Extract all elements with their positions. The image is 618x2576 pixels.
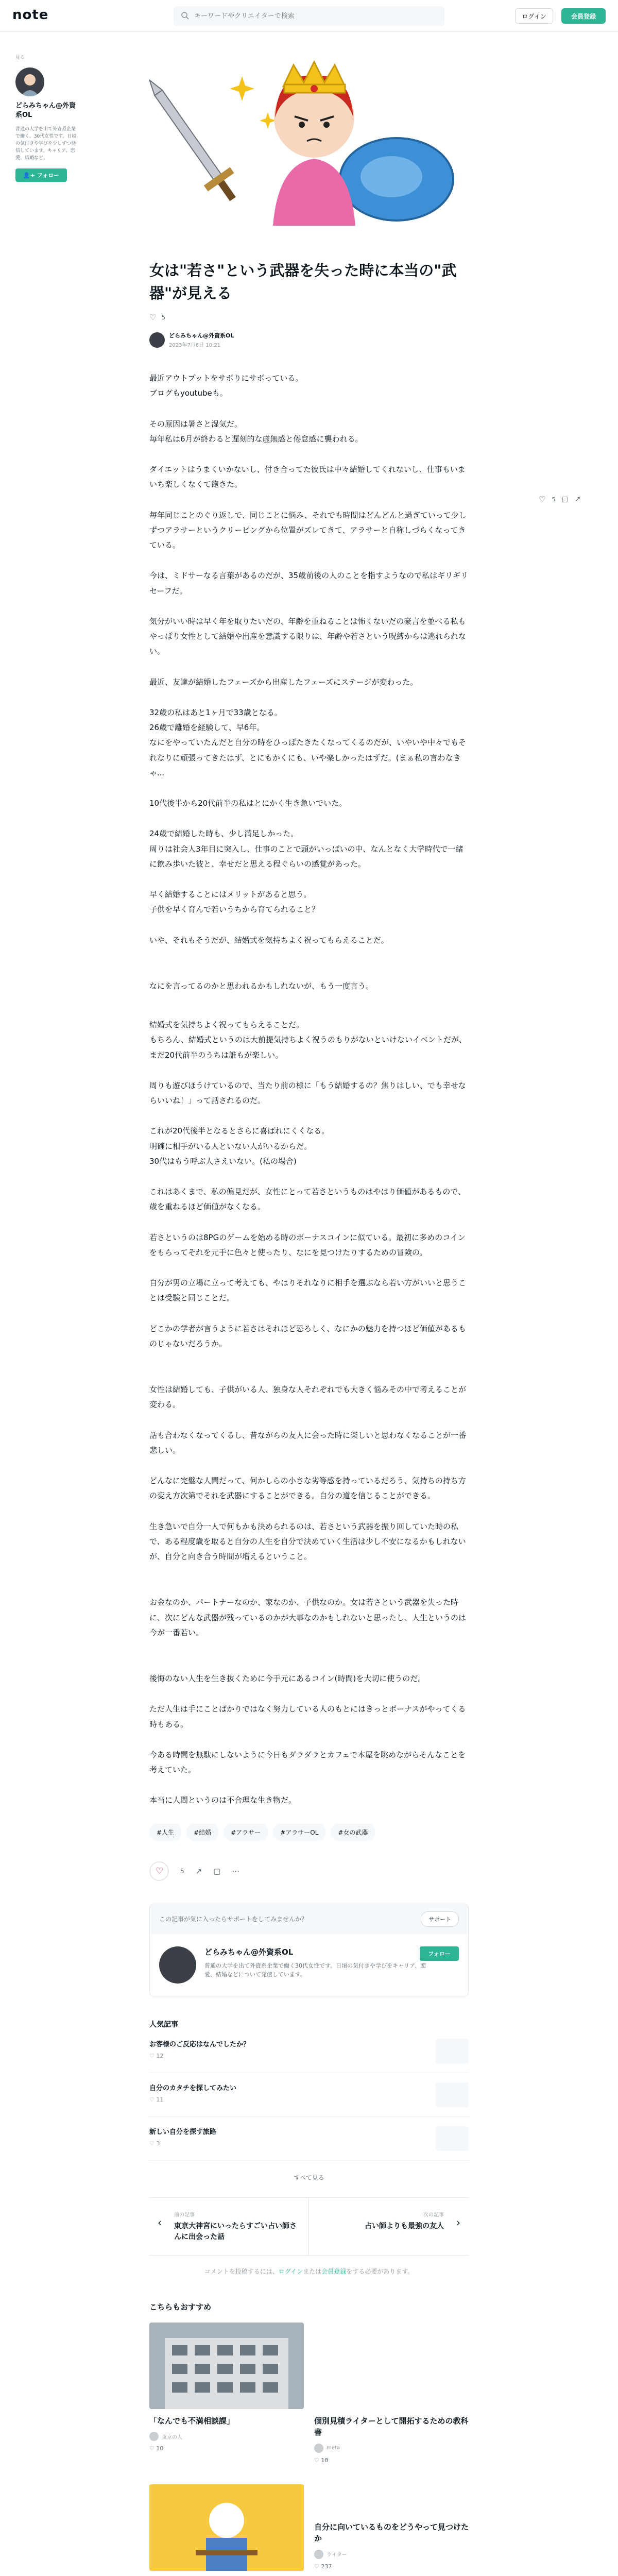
- like-count: 5: [552, 496, 556, 503]
- recommend-card[interactable]: [149, 2323, 304, 2464]
- prev-label: 前の記事: [174, 2212, 195, 2218]
- paragraph: 自分が男の立場に立って考えても、やはりそれなりに相手を選ぶなら若い方がいいと思うことは受験と同じことだ。: [149, 1278, 467, 1303]
- card-author: 東京の人: [162, 2434, 182, 2441]
- popular-item-title: 自分のカタチを探してみたい: [149, 2084, 237, 2092]
- tag[interactable]: #女の武器: [331, 1824, 375, 1841]
- prev-article-link[interactable]: [149, 2198, 309, 2255]
- tag[interactable]: #結婚: [186, 1824, 218, 1841]
- card-image: [314, 2323, 469, 2409]
- paragraph: 気分がいい時は早く年を取りたいだの、年齢を重ねることは怖くないだの豪言を並べる私もやっぱり女性として結婚や出産を意識する限りは、年齢や若さという呪縛からは逃れられない。: [149, 616, 467, 656]
- next-title: 占い師よりも最強の友人: [365, 2222, 444, 2230]
- card-image: [314, 2484, 469, 2515]
- paragraph: 今は、ミドサーなる言葉があるのだが、35歳前後の人のことを指すようなので私はギリギリセーフだ。: [149, 571, 469, 596]
- popular-thumbnail: [436, 2082, 469, 2107]
- card-likes: ♡ 18: [314, 2456, 329, 2464]
- support-header: [150, 1904, 468, 1934]
- paragraph: いや、それもそうだが、結婚式を気持ちよく祝ってもらえることだ。: [149, 935, 389, 945]
- tag[interactable]: #アラサーOL: [273, 1824, 325, 1841]
- popular-thumbnail: [436, 2039, 469, 2063]
- paragraph: 10代後半から20代前半の私はとにかく生き急いでいた。: [149, 799, 347, 808]
- user-plus-icon: 👤+: [23, 172, 37, 179]
- tag[interactable]: #アラサー: [224, 1824, 268, 1841]
- creator-card: [150, 1934, 468, 1996]
- site-header: [0, 0, 618, 32]
- heart-icon[interactable]: ♡: [149, 313, 157, 322]
- popular-item-likes: ♡ 12: [149, 2052, 164, 2059]
- popular-item-title: お客様のご反応はなんでしたか？: [149, 2040, 250, 2048]
- creator-avatar[interactable]: [159, 1946, 196, 1984]
- warrior-woman-illustration-icon: [149, 56, 469, 226]
- avatar-illustration-icon: [15, 67, 44, 96]
- tag-list: [149, 1824, 469, 1841]
- paragraph: ダイエットはうまくいかないし、付き合ってた彼氏は中々結婚してくれないし、仕事もいまいち楽しくなくて飽きた。: [149, 465, 466, 489]
- tag[interactable]: #人生: [149, 1824, 181, 1841]
- list-item[interactable]: [149, 2029, 469, 2073]
- share-icon[interactable]: ↗: [195, 1866, 202, 1876]
- paragraph: どんなに完璧な人間だって、何かしらの小さな劣等感を持っているだろう、気持ちの持ち方の変え方次第でそれを武器にすることができる。自分の道を信じることができる。: [149, 1476, 466, 1501]
- note-logo[interactable]: note: [12, 7, 49, 23]
- paragraph: 結婚式を気持ちよく祝ってもらえることだ。 もちろん、結婚式というのは大前提気持ちよく祝うのもりがないといけないイベントだが、まだ20代前半のうちは誰もが楽しい。: [149, 1020, 467, 1060]
- popular-item-title: 新しい自分を探す旅路: [149, 2128, 217, 2136]
- article-main: [149, 56, 469, 2576]
- paragraph: 若さというのは8PGのゲームを始める時のボーナスコインに似ている。最初に多めのコインをもらってそれを元手に色々と使ったり、なにを見つけたりするための冒険の。: [149, 1232, 466, 1257]
- chevron-right-icon: ›: [456, 2216, 460, 2229]
- paragraph: 話も合わなくなってくるし、昔ながらの友人に会った時に楽しいと思わなくなることが一番悲しい。: [149, 1430, 467, 1455]
- card-meta: [314, 2444, 469, 2453]
- publish-date: 2023年7月6日 10:21: [169, 343, 221, 348]
- heart-icon[interactable]: ♡: [539, 495, 546, 504]
- sidebar-author-bio: 普通の大学を出て外資系企業で働く、30代女性です。日頃の気付きや学びを少しずつ発信しています。キャリア、恋愛、結婚など。: [15, 127, 77, 161]
- card-meta: [149, 2432, 304, 2441]
- card-author-avatar: [149, 2432, 159, 2441]
- paragraph: 24歳で結婚した時も、少し満足しかった。 周りは社会人3年目に突入し、仕事のことで頭がいっぱいの中、なんとなく大学時代で一緒に飲み歩いた彼と、幸せだと思える程ぐらいの感覚があった。: [149, 829, 464, 869]
- popular-title: 人気記事: [149, 2020, 178, 2029]
- paragraph: 最近、友達が結婚したフェーズから出産したフェーズにステージが変わった。: [149, 677, 418, 687]
- list-item[interactable]: [149, 2117, 469, 2161]
- author-sidebar: [15, 54, 77, 182]
- support-box: [149, 1904, 469, 1996]
- comment-register-link[interactable]: 会員登録: [321, 2267, 347, 2275]
- paragraph: ただ人生は手にことばかりではなく努力している人のもとにはきっとボーナスがやってくる時もある。: [149, 1704, 466, 1729]
- comment-login-link[interactable]: ログイン: [278, 2267, 303, 2275]
- comment-note-text: をする必要があります。: [346, 2267, 414, 2275]
- card-author: meta: [327, 2445, 340, 2451]
- sidebar-author-name[interactable]: どらみちゃん@外資系OL: [15, 102, 76, 120]
- card-title: 個別見積ライターとして開拓するための教科書: [314, 2416, 469, 2437]
- card-image: [149, 2484, 304, 2571]
- author-avatar[interactable]: [149, 332, 165, 348]
- creator-bio: 普通の大学を出て外資系企業で働く30代女性です。日頃の気付きや学びをキャリア、恋愛、結婚などについて発信しています。: [204, 1962, 426, 1978]
- share-icon[interactable]: ↗: [574, 495, 581, 503]
- popular-item-likes: ♡ 3: [149, 2140, 160, 2147]
- sidebar-label: 見る: [15, 55, 25, 60]
- paragraph: 女性は結婚しても、子供がいる人、独身な人それぞれでも大きく悩みその中で考えることが変わる。: [149, 1385, 467, 1410]
- article-actions: [149, 1861, 469, 1881]
- avatar[interactable]: [15, 67, 44, 96]
- paragraph: 32歳の私はあと1ヶ月で33歳となる。 26歳で離婚を経験して、早6年。 なにをやっていたんだと自分の時をひっぱたきたくなってくるのだが、いやいや中々でもそれなりに頑張ってきたはず、とにもかくにも、いや楽しかったはずだ。(まぁ私の言わなきゃ...: [149, 707, 467, 777]
- paragraph: なにを言ってるのかと思われるかもしれないが、もう一度言う。: [149, 981, 374, 991]
- writer-illustration-icon: [149, 2484, 304, 2571]
- paragraph: 今ある時間を無駄にしないように今日もダラダラとカフェで本屋を眺めながらそんなことを考えていた。: [149, 1750, 466, 1774]
- paragraph: どこかの学者が言うように若さはそれほど恐ろしく、なにかの魅力を持つほど価値があるものじゃないだろうか。: [149, 1324, 466, 1348]
- prev-title: 東京大神宮にいったらすごい占い師さんに出会った話: [174, 2222, 297, 2241]
- recommend-card[interactable]: [314, 2484, 469, 2576]
- prev-next-nav: [149, 2197, 469, 2256]
- like-button[interactable]: [149, 1861, 169, 1881]
- article-body: [149, 371, 469, 1808]
- next-article-link[interactable]: [309, 2198, 469, 2255]
- card-title: 「なんでも不満相談課」: [149, 2416, 235, 2426]
- login-button[interactable]: ログイン: [515, 8, 553, 24]
- author-row: [149, 331, 469, 348]
- comment-icon[interactable]: ▢: [213, 1866, 221, 1876]
- follow-label: フォロー: [37, 172, 60, 179]
- chevron-left-icon: ‹: [158, 2216, 162, 2229]
- search-bar[interactable]: [174, 6, 444, 26]
- paragraph: 後悔のない人生を生き抜くために今手元にあるコイン(時間)を大切に使うのだ。: [149, 1674, 426, 1683]
- author-name[interactable]: どらみちゃん@外資系OL: [169, 332, 234, 339]
- creator-name[interactable]: どらみちゃん@外資系OL: [204, 1947, 294, 1957]
- recommend-card[interactable]: [149, 2484, 304, 2576]
- next-label: 次の記事: [423, 2212, 444, 2218]
- hero-image: [149, 56, 469, 226]
- card-author-avatar: [314, 2444, 323, 2453]
- more-icon[interactable]: ⋯: [232, 1866, 240, 1876]
- paragraph: 本当に人間というのは不合理な生き物だ。: [149, 1795, 297, 1805]
- paragraph: これが20代後半となるとさらに喜ばれにくくなる。 明確に相手がいる人といない人がいるからだ。 30代はもう呼ぶ人さえいない。(私の場合): [149, 1126, 330, 1166]
- search-icon: [181, 11, 189, 20]
- card-likes: ♡ 237: [314, 2563, 332, 2570]
- see-all-link[interactable]: すべて見る: [294, 2174, 324, 2181]
- title-like-count: 5: [161, 314, 166, 321]
- heart-icon: ♡: [156, 1866, 164, 1876]
- popular-item-likes: ♡ 11: [149, 2096, 164, 2103]
- paragraph: お金なのか、パートナーなのか、家なのか、子供なのか。女は若さという武器を失った時に、次にどんな武器が残っているのかが大事なのかもしれないと思ったし、人生というのは今が一番若い。: [149, 1598, 467, 1637]
- search-input[interactable]: [194, 6, 436, 26]
- card-image: [149, 2323, 304, 2409]
- support-button[interactable]: サポート: [421, 1911, 459, 1927]
- sidebar-follow-button[interactable]: [15, 168, 67, 182]
- floating-actions: [539, 495, 580, 504]
- paragraph: これはあくまで、私の偏見だが、女性にとって若さというものはやはり価値があるもので、歳を重ねるほど価値がなくなる。: [149, 1187, 466, 1212]
- comment-note-text: コメントを投稿するには、: [204, 2267, 279, 2275]
- list-item[interactable]: [149, 2073, 469, 2117]
- paragraph: 早く結婚することにはメリットがあると思う。 子供を早く育んで若いうちから育てられること？: [149, 890, 320, 914]
- paragraph: その原因は暑さと湿気だ。 毎年私は6月が終わると遅刻的な虚無感と倦怠感に襲われる。: [149, 419, 363, 444]
- creator-follow-button[interactable]: フォロー: [420, 1946, 459, 1961]
- paragraph: 最近アウトプットをサボりにサボっている。 ブログもyoutubeも。: [149, 374, 303, 398]
- comment-note-text: または: [303, 2267, 322, 2275]
- like-count: 5: [180, 1867, 184, 1875]
- paragraph: 生き急いで自分一人で何もかも決められるのは、若さという武器を振り回していた時の私で、ある程度歳を取ると自分の人生を自分で決めていく生活は少し不安になるかもしれないが、自分と向き合う時間が増えるということ。: [149, 1521, 466, 1561]
- building-photo-icon: [149, 2323, 304, 2409]
- support-prompt: この記事が気に入ったらサポートをしてみませんか？: [159, 1916, 308, 1923]
- comment-icon[interactable]: ▢: [561, 495, 569, 503]
- register-button[interactable]: 会員登録: [561, 8, 606, 24]
- comment-login-note: [149, 2267, 469, 2276]
- card-meta: [314, 2550, 469, 2559]
- paragraph: 毎年同じことのぐり返しで、同じことに悩み、それでも時間はどんどんと過ぎていって少しずつアラサーというクリーピングから位置がズレてきて、アラサーと自称しづらくなってきている。: [149, 510, 467, 550]
- recommend-title: こちらもおすすめ: [149, 2302, 212, 2312]
- card-likes: ♡ 10: [149, 2445, 164, 2452]
- popular-thumbnail: [436, 2126, 469, 2151]
- recommend-card[interactable]: [314, 2323, 469, 2464]
- card-title: 自分に向いているものをどうやって見つけたか: [314, 2522, 469, 2543]
- card-author-avatar: [314, 2550, 323, 2559]
- card-author: ライター: [327, 2552, 347, 2558]
- page-title: 女は"若さ"という武器を失った時に本当の"武器"が見える: [149, 262, 457, 302]
- recommend-grid: [149, 2323, 469, 2576]
- title-like-row: [149, 313, 469, 322]
- paragraph: 周りも遊びほうけているので、当たり前の様に「もう結婚するの？焦りはしい、でも幸せならいいね！」って話されるのだ。: [149, 1080, 466, 1105]
